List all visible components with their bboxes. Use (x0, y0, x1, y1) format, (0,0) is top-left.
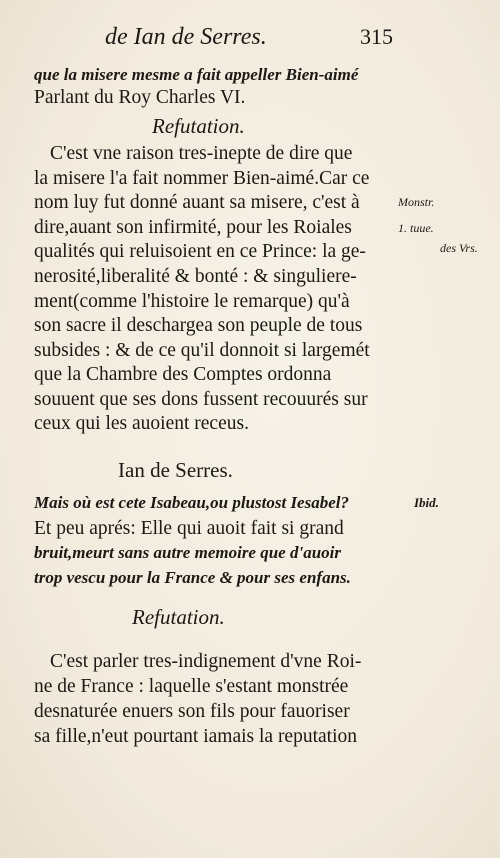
body-line: subsides : & de ce qu'il donnoit si largemét (34, 340, 370, 361)
body-line: qualités qui reluisoient en ce Prince: la ge- (34, 241, 366, 262)
body-line: Et peu aprés: Elle qui auoit fait si grand (34, 518, 344, 539)
quote-line: que la misere mesme a fait appeller Bien-aimé (34, 65, 359, 84)
margin-note: Monstr. (398, 195, 435, 209)
quote-attribution: Parlant du Roy Charles VI. (34, 87, 246, 108)
body-line: ne de France : laquelle s'estant monstrée (34, 676, 349, 697)
page-header (0, 24, 500, 54)
running-title: de Ian de Serres. (105, 24, 267, 50)
margin-note: 1. tuue. (398, 221, 434, 235)
margin-note-ibid: Ibid. (414, 495, 439, 510)
body-line: ceux qui les auoient receus. (34, 413, 249, 434)
quote-line: Mais où est cete Isabeau,ou plustost Iesabel? (34, 493, 349, 512)
body-line: que la Chambre des Comptes ordonna (34, 364, 332, 385)
body-line: souuent que ses dons fussent recouurés sur (34, 389, 368, 410)
body-line: nerosité,liberalité & bonté : & singuliere- (34, 266, 357, 287)
body-line: nom luy fut donné auant sa misere, c'est à (34, 192, 360, 213)
body-line: ment(comme l'histoire le remarque) qu'à (34, 291, 350, 312)
body-line: la misere l'a fait nommer Bien-aimé.Car ce (34, 168, 370, 189)
quote-line: bruit,meurt sans autre memoire que d'auoir (34, 543, 341, 562)
page-number: 315 (360, 24, 393, 49)
section-heading-refutation-1: Refutation. (152, 114, 245, 138)
section-heading-ian-de-serres: Ian de Serres. (118, 458, 233, 482)
body-line: desnaturée enuers son fils pour fauoriser (34, 701, 350, 722)
body-line: sa fille,n'eut pourtant iamais la reputation (34, 726, 357, 747)
quote-line: trop vescu pour la France & pour ses enfans. (34, 568, 351, 587)
body-line: C'est parler tres-indignement d'vne Roi- (50, 651, 362, 672)
body-line: dire,auant son infirmité, pour les Roiales (34, 217, 352, 238)
body-line: C'est vne raison tres-inepte de dire que (50, 143, 353, 164)
margin-note: des Vrs. (440, 241, 478, 255)
section-heading-refutation-2: Refutation. (132, 605, 225, 629)
body-line: son sacre il deschargea son peuple de tous (34, 315, 363, 336)
